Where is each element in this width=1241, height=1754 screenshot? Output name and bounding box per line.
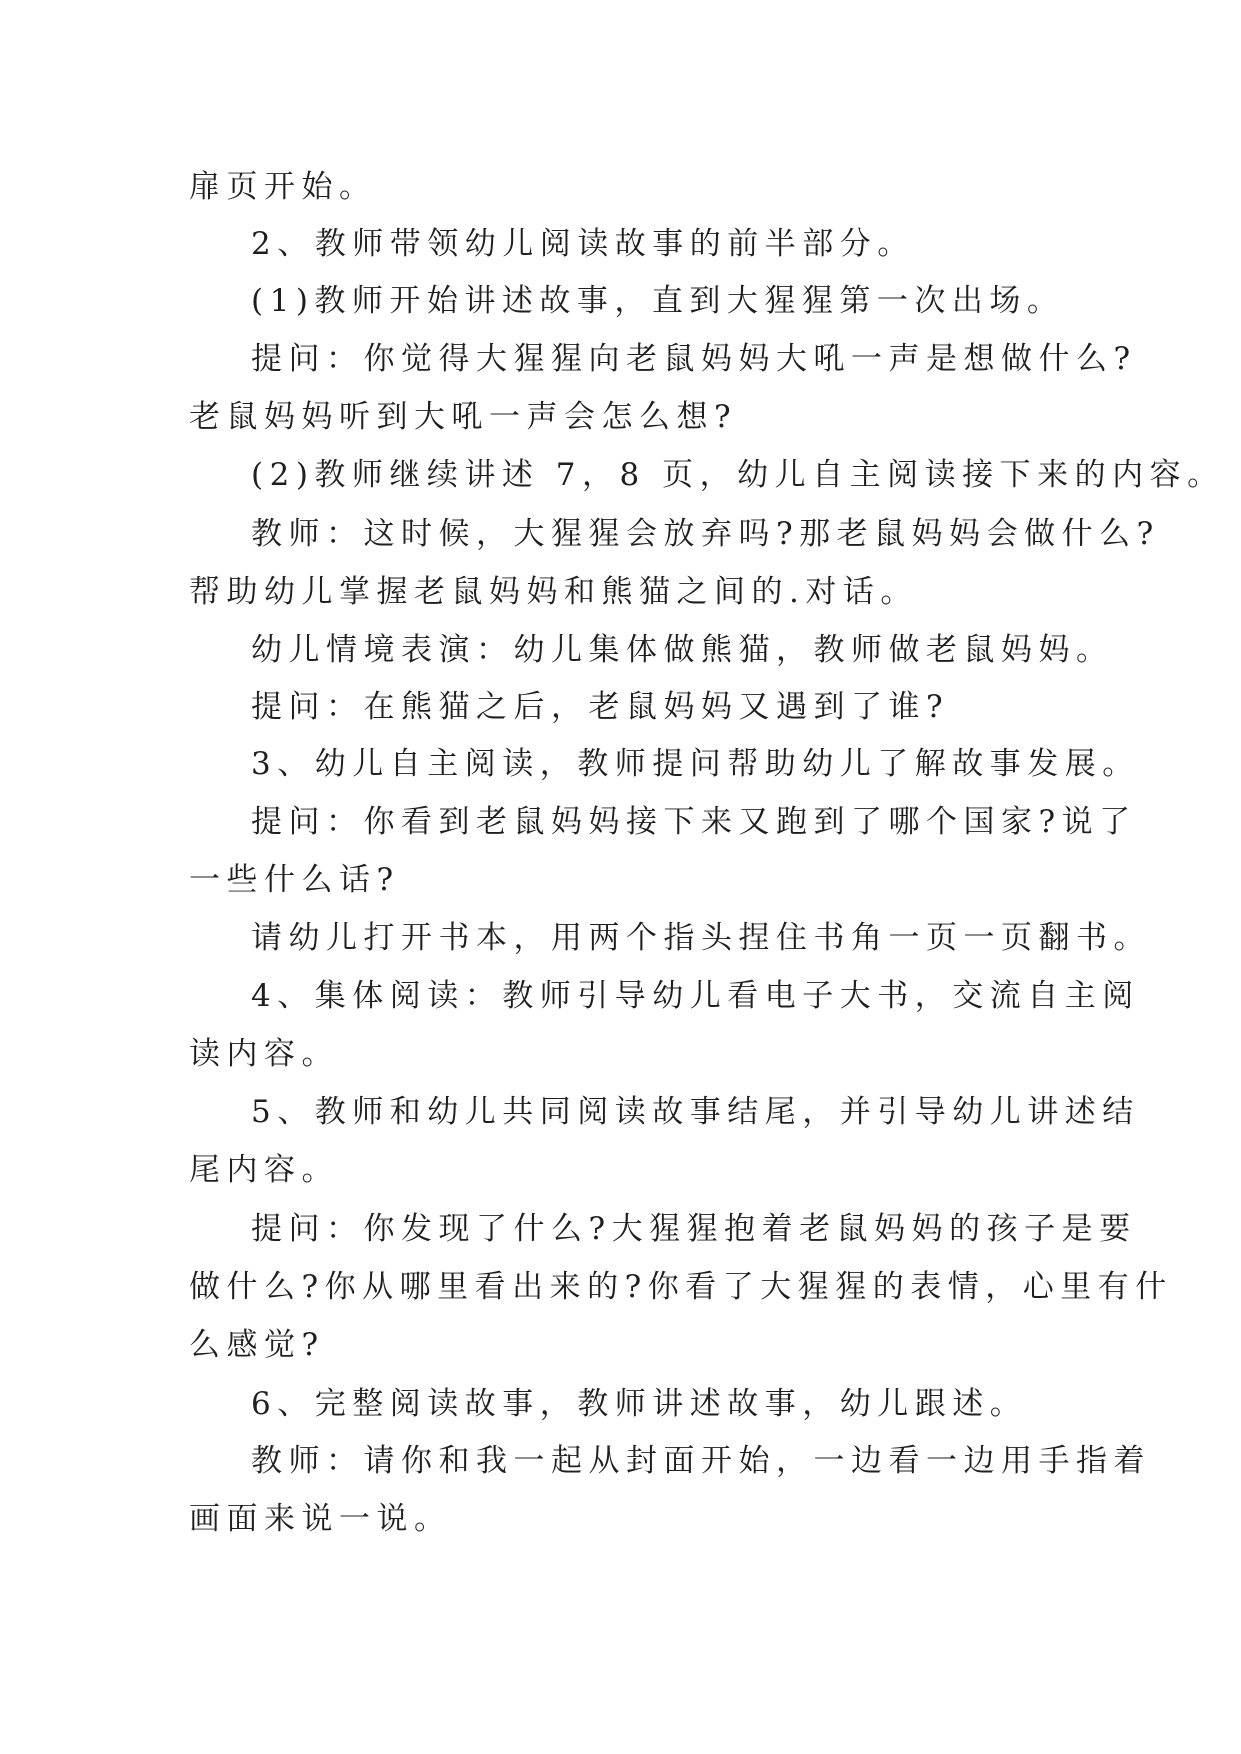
text-line: 提问：在熊猫之后，老鼠妈妈又遇到了谁? xyxy=(251,689,950,725)
text-line: 帮助幼儿掌握老鼠妈妈和熊猫之间的.对话。 xyxy=(189,574,918,610)
text-line: 一些什么话? xyxy=(189,862,400,898)
text-line: 教师：这时候，大猩猩会放弃吗?那老鼠妈妈会做什么? xyxy=(251,516,1160,552)
text-line: 6、完整阅读故事，教师讲述故事，幼儿跟述。 xyxy=(251,1386,1028,1422)
text-line: 5、教师和幼儿共同阅读故事结尾，并引导幼儿讲述结 xyxy=(251,1094,1140,1130)
text-line: 做什么?你从哪里看出来的?你看了大猩猩的表情，心里有什 xyxy=(189,1269,1173,1305)
text-line: (1)教师开始讲述故事，直到大猩猩第一次出场。 xyxy=(251,283,1065,319)
text-line: 教师：请你和我一起从封面开始，一边看一边用手指着 xyxy=(251,1443,1151,1479)
text-line: 幼儿情境表演：幼儿集体做熊猫，教师做老鼠妈妈。 xyxy=(251,632,1114,668)
text-line: (2)教师继续讲述 7，8 页，幼儿自主阅读接下来的内容。 xyxy=(251,457,1225,493)
text-line: 提问：你发现了什么?大猩猩抱着老鼠妈妈的孩子是要 xyxy=(251,1211,1137,1247)
text-line: 3、幼儿自主阅读，教师提问帮助幼儿了解故事发展。 xyxy=(251,746,1140,782)
text-line: 4、集体阅读：教师引导幼儿看电子大书，交流自主阅 xyxy=(251,978,1140,1014)
text-line: 提问：你觉得大猩猩向老鼠妈妈大吼一声是想做什么? xyxy=(251,341,1137,377)
text-line: 画面来说一说。 xyxy=(189,1501,452,1537)
text-line: 扉页开始。 xyxy=(189,169,377,205)
text-line: 2、教师带领幼儿阅读故事的前半部分。 xyxy=(251,226,915,262)
text-line: 提问：你看到老鼠妈妈接下来又跑到了哪个国家?说了 xyxy=(251,804,1137,840)
text-line: 么感觉? xyxy=(189,1327,325,1363)
text-line: 请幼儿打开书本，用两个指头捏住书角一页一页翻书。 xyxy=(251,920,1151,956)
text-line: 读内容。 xyxy=(189,1036,339,1072)
text-line: 尾内容。 xyxy=(189,1152,339,1188)
text-line: 老鼠妈妈听到大吼一声会怎么想? xyxy=(189,399,738,435)
